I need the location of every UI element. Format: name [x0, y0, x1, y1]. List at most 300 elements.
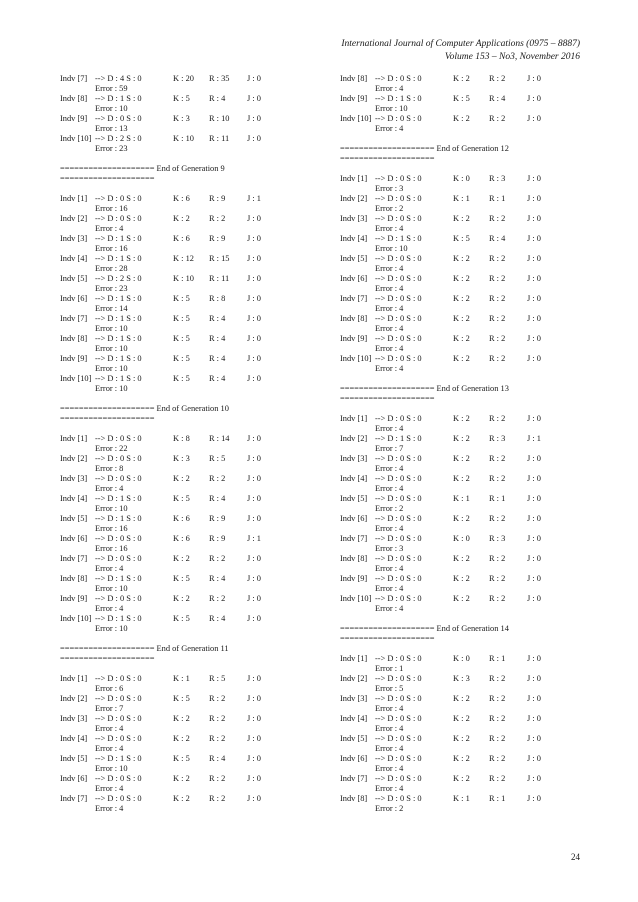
individual-entry: [60, 494, 320, 514]
r-value: R : 2: [489, 454, 506, 463]
k-value: K : 3: [453, 674, 470, 683]
k-value: K : 5: [173, 494, 190, 503]
ds-values: --> D : 0 S : 0: [375, 554, 422, 563]
ds-values: --> D : 1 S : 0: [95, 494, 142, 503]
k-value: K : 2: [453, 294, 470, 303]
individual-label: Indv [4]: [60, 494, 88, 503]
k-value: K : 6: [173, 514, 190, 523]
j-value: J : 0: [247, 374, 261, 383]
r-value: R : 4: [209, 314, 226, 323]
k-value: K : 6: [173, 194, 190, 203]
generation-label: ==================== End of Generation 11: [60, 644, 229, 653]
r-value: R : 2: [489, 594, 506, 603]
r-value: R : 2: [489, 714, 506, 723]
individual-entry: [340, 314, 600, 334]
ds-values: --> D : 0 S : 0: [375, 174, 422, 183]
ds-values: --> D : 0 S : 0: [95, 674, 142, 683]
error-value: Error : 28: [95, 264, 128, 273]
ds-values: --> D : 0 S : 0: [375, 314, 422, 323]
k-value: K : 2: [453, 714, 470, 723]
r-value: R : 5: [209, 454, 226, 463]
ds-values: --> D : 0 S : 0: [375, 494, 422, 503]
r-value: R : 5: [209, 674, 226, 683]
individual-entry: [60, 554, 320, 574]
ds-values: --> D : 1 S : 0: [375, 234, 422, 243]
individual-entry: [340, 414, 600, 434]
individual-label: Indv [8]: [60, 94, 88, 103]
ds-values: --> D : 0 S : 0: [375, 694, 422, 703]
j-value: J : 0: [527, 354, 541, 363]
ds-values: --> D : 0 S : 0: [375, 594, 422, 603]
ds-values: --> D : 0 S : 0: [95, 714, 142, 723]
r-value: R : 2: [489, 414, 506, 423]
r-value: R : 2: [489, 274, 506, 283]
error-value: Error : 4: [95, 804, 124, 813]
individual-entry: [340, 694, 600, 714]
r-value: R : 2: [489, 354, 506, 363]
individual-entry: [60, 354, 320, 374]
j-value: J : 0: [247, 694, 261, 703]
k-value: K : 10: [173, 274, 194, 283]
k-value: K : 5: [173, 694, 190, 703]
r-value: R : 2: [489, 754, 506, 763]
r-value: R : 2: [209, 594, 226, 603]
error-value: Error : 2: [375, 504, 404, 513]
individual-label: Indv [8]: [340, 314, 368, 323]
individual-label: Indv [4]: [340, 714, 368, 723]
generation-separator: [340, 384, 600, 404]
k-value: K : 2: [453, 414, 470, 423]
individual-entry: [340, 214, 600, 234]
error-value: Error : 4: [375, 264, 404, 273]
k-value: K : 5: [173, 314, 190, 323]
separator-rule: ====================: [60, 414, 155, 423]
ds-values: --> D : 0 S : 0: [95, 734, 142, 743]
error-value: Error : 4: [95, 224, 124, 233]
individual-label: Indv [6]: [60, 774, 88, 783]
error-value: Error : 1: [375, 664, 404, 673]
individual-entry: [60, 294, 320, 314]
r-value: R : 4: [209, 94, 226, 103]
j-value: J : 0: [247, 794, 261, 803]
r-value: R : 4: [209, 354, 226, 363]
individual-entry: [340, 474, 600, 494]
individual-label: Indv [3]: [60, 474, 88, 483]
error-value: Error : 4: [375, 484, 404, 493]
individual-label: Indv [2]: [60, 694, 88, 703]
individual-label: Indv [8]: [340, 74, 368, 83]
j-value: J : 0: [527, 74, 541, 83]
j-value: J : 0: [527, 794, 541, 803]
separator-rule: ====================: [340, 154, 435, 163]
individual-label: Indv [5]: [60, 754, 88, 763]
individual-entry: [340, 234, 600, 254]
r-value: R : 3: [489, 174, 506, 183]
j-value: J : 0: [527, 734, 541, 743]
ds-values: --> D : 0 S : 0: [95, 474, 142, 483]
k-value: K : 2: [173, 794, 190, 803]
individual-entry: [340, 454, 600, 474]
individual-label: Indv [6]: [60, 294, 88, 303]
j-value: J : 0: [247, 234, 261, 243]
j-value: J : 0: [247, 314, 261, 323]
k-value: K : 2: [453, 694, 470, 703]
k-value: K : 2: [453, 474, 470, 483]
generation-label: ==================== End of Generation 13: [340, 384, 509, 393]
individual-entry: [60, 534, 320, 554]
k-value: K : 5: [173, 374, 190, 383]
individual-label: Indv [10]: [340, 354, 372, 363]
k-value: K : 5: [173, 574, 190, 583]
individual-entry: [60, 774, 320, 794]
error-value: Error : 10: [95, 624, 128, 633]
individual-entry: [340, 334, 600, 354]
ds-values: --> D : 0 S : 0: [375, 714, 422, 723]
individual-label: Indv [9]: [60, 594, 88, 603]
individual-entry: [60, 314, 320, 334]
r-value: R : 1: [489, 194, 506, 203]
ds-values: --> D : 0 S : 0: [95, 454, 142, 463]
ds-values: --> D : 0 S : 0: [95, 594, 142, 603]
generation-label: ==================== End of Generation 12: [340, 144, 509, 153]
r-value: R : 2: [489, 774, 506, 783]
j-value: J : 0: [247, 494, 261, 503]
spacer: [60, 634, 320, 644]
k-value: K : 2: [453, 434, 470, 443]
k-value: K : 5: [173, 354, 190, 363]
k-value: K : 2: [453, 574, 470, 583]
individual-entry: [60, 454, 320, 474]
individual-entry: [340, 174, 600, 194]
individual-entry: [60, 614, 320, 634]
generation-separator: [60, 404, 320, 424]
r-value: R : 2: [209, 694, 226, 703]
individual-label: Indv [7]: [60, 314, 88, 323]
error-value: Error : 4: [95, 564, 124, 573]
ds-values: --> D : 0 S : 0: [375, 734, 422, 743]
individual-label: Indv [8]: [340, 794, 368, 803]
separator-rule: ====================: [340, 634, 435, 643]
individual-label: Indv [7]: [340, 774, 368, 783]
j-value: J : 0: [527, 514, 541, 523]
k-value: K : 1: [453, 194, 470, 203]
k-value: K : 5: [173, 94, 190, 103]
j-value: J : 0: [527, 214, 541, 223]
k-value: K : 2: [453, 554, 470, 563]
ds-values: --> D : 0 S : 0: [375, 534, 422, 543]
k-value: K : 2: [453, 114, 470, 123]
ds-values: --> D : 0 S : 0: [95, 534, 142, 543]
ds-values: --> D : 1 S : 0: [95, 354, 142, 363]
j-value: J : 0: [527, 254, 541, 263]
individual-entry: [340, 494, 600, 514]
error-value: Error : 10: [95, 584, 128, 593]
individual-label: Indv [4]: [340, 474, 368, 483]
individual-label: Indv [7]: [60, 794, 88, 803]
generation-label: ==================== End of Generation 10: [60, 404, 229, 413]
individual-label: Indv [3]: [340, 454, 368, 463]
ds-values: --> D : 1 S : 0: [95, 374, 142, 383]
ds-values: --> D : 1 S : 0: [95, 254, 142, 263]
error-value: Error : 4: [375, 784, 404, 793]
error-value: Error : 4: [375, 304, 404, 313]
spacer: [60, 184, 320, 194]
individual-entry: [60, 754, 320, 774]
j-value: J : 0: [247, 674, 261, 683]
individual-entry: [60, 474, 320, 494]
error-value: Error : 10: [95, 384, 128, 393]
individual-entry: [340, 674, 600, 694]
individual-label: Indv [4]: [60, 734, 88, 743]
r-value: R : 9: [209, 194, 226, 203]
individual-entry: [340, 794, 600, 814]
individual-entry: [60, 694, 320, 714]
error-value: Error : 3: [375, 544, 404, 553]
k-value: K : 5: [173, 294, 190, 303]
ds-values: --> D : 0 S : 0: [375, 674, 422, 683]
individual-label: Indv [6]: [340, 514, 368, 523]
k-value: K : 5: [453, 234, 470, 243]
ds-values: --> D : 1 S : 0: [95, 754, 142, 763]
individual-label: Indv [9]: [60, 354, 88, 363]
error-value: Error : 7: [375, 444, 404, 453]
individual-label: Indv [9]: [340, 334, 368, 343]
r-value: R : 3: [489, 434, 506, 443]
ds-values: --> D : 1 S : 0: [95, 234, 142, 243]
individual-label: Indv [7]: [60, 74, 88, 83]
r-value: R : 2: [489, 74, 506, 83]
individual-label: Indv [10]: [340, 114, 372, 123]
j-value: J : 1: [247, 534, 261, 543]
individual-entry: [60, 214, 320, 234]
j-value: J : 0: [247, 594, 261, 603]
r-value: R : 35: [209, 74, 230, 83]
individual-entry: [60, 254, 320, 274]
individual-entry: [60, 74, 320, 94]
individual-label: Indv [9]: [340, 94, 368, 103]
individual-label: Indv [10]: [60, 614, 92, 623]
r-value: R : 2: [209, 734, 226, 743]
ds-values: --> D : 0 S : 0: [95, 434, 142, 443]
error-value: Error : 4: [375, 84, 404, 93]
j-value: J : 0: [527, 474, 541, 483]
j-value: J : 0: [247, 614, 261, 623]
individual-entry: [60, 374, 320, 394]
k-value: K : 6: [173, 234, 190, 243]
individual-label: Indv [5]: [340, 254, 368, 263]
individual-entry: [60, 574, 320, 594]
individual-entry: [340, 354, 600, 374]
r-value: R : 9: [209, 234, 226, 243]
j-value: J : 0: [247, 274, 261, 283]
error-value: Error : 6: [95, 684, 124, 693]
k-value: K : 2: [453, 334, 470, 343]
r-value: R : 2: [209, 214, 226, 223]
k-value: K : 6: [173, 534, 190, 543]
j-value: J : 0: [247, 434, 261, 443]
generation-separator: [60, 164, 320, 184]
error-value: Error : 4: [95, 604, 124, 613]
ds-values: --> D : 0 S : 0: [375, 214, 422, 223]
j-value: J : 0: [247, 354, 261, 363]
error-value: Error : 3: [375, 184, 404, 193]
individual-entry: [340, 554, 600, 574]
error-value: Error : 4: [375, 424, 404, 433]
spacer: [60, 424, 320, 434]
individual-entry: [60, 594, 320, 614]
ds-values: --> D : 0 S : 0: [95, 114, 142, 123]
error-value: Error : 10: [95, 504, 128, 513]
r-value: R : 4: [489, 94, 506, 103]
individual-label: Indv [9]: [340, 574, 368, 583]
individual-entry: [60, 434, 320, 454]
individual-entry: [340, 74, 600, 94]
error-value: Error : 4: [375, 744, 404, 753]
spacer: [340, 164, 600, 174]
j-value: J : 0: [527, 414, 541, 423]
error-value: Error : 4: [375, 224, 404, 233]
generation-separator: [60, 644, 320, 664]
r-value: R : 2: [489, 734, 506, 743]
ds-values: --> D : 1 S : 0: [95, 94, 142, 103]
j-value: J : 0: [527, 174, 541, 183]
r-value: R : 2: [209, 474, 226, 483]
individual-label: Indv [10]: [60, 134, 92, 143]
k-value: K : 1: [453, 794, 470, 803]
individual-label: Indv [7]: [60, 554, 88, 563]
error-value: Error : 10: [375, 244, 408, 253]
k-value: K : 2: [453, 754, 470, 763]
k-value: K : 2: [453, 454, 470, 463]
running-header: [341, 38, 580, 64]
error-value: Error : 59: [95, 84, 128, 93]
k-value: K : 8: [173, 434, 190, 443]
spacer: [340, 644, 600, 654]
j-value: J : 0: [247, 554, 261, 563]
ds-values: --> D : 1 S : 0: [95, 614, 142, 623]
j-value: J : 0: [247, 254, 261, 263]
r-value: R : 3: [489, 534, 506, 543]
error-value: Error : 4: [375, 464, 404, 473]
individual-entry: [340, 114, 600, 134]
individual-label: Indv [3]: [60, 714, 88, 723]
individual-entry: [340, 774, 600, 794]
k-value: K : 1: [453, 494, 470, 503]
error-value: Error : 16: [95, 544, 128, 553]
error-value: Error : 16: [95, 524, 128, 533]
individual-entry: [60, 114, 320, 134]
page-number: 24: [571, 852, 580, 862]
error-value: Error : 13: [95, 124, 128, 133]
individual-entry: [60, 334, 320, 354]
error-value: Error : 5: [375, 684, 404, 693]
ds-values: --> D : 1 S : 0: [95, 314, 142, 323]
generation-separator: [340, 144, 600, 164]
individual-label: Indv [3]: [60, 234, 88, 243]
individual-label: Indv [8]: [60, 574, 88, 583]
individual-label: Indv [2]: [340, 194, 368, 203]
ds-values: --> D : 0 S : 0: [375, 574, 422, 583]
k-value: K : 0: [453, 174, 470, 183]
individual-label: Indv [6]: [340, 274, 368, 283]
left-column: [60, 74, 320, 814]
error-value: Error : 4: [95, 484, 124, 493]
k-value: K : 2: [453, 274, 470, 283]
k-value: K : 2: [173, 474, 190, 483]
r-value: R : 4: [209, 574, 226, 583]
individual-entry: [340, 534, 600, 554]
error-value: Error : 23: [95, 284, 128, 293]
k-value: K : 3: [173, 114, 190, 123]
error-value: Error : 4: [375, 324, 404, 333]
individual-entry: [340, 294, 600, 314]
individual-entry: [340, 654, 600, 674]
k-value: K : 5: [173, 614, 190, 623]
ds-values: --> D : 0 S : 0: [375, 754, 422, 763]
k-value: K : 2: [173, 734, 190, 743]
individual-entry: [60, 794, 320, 814]
individual-entry: [60, 274, 320, 294]
j-value: J : 0: [247, 134, 261, 143]
ds-values: --> D : 0 S : 0: [95, 194, 142, 203]
r-value: R : 9: [209, 534, 226, 543]
r-value: R : 9: [209, 514, 226, 523]
j-value: J : 1: [527, 434, 541, 443]
error-value: Error : 4: [375, 584, 404, 593]
r-value: R : 2: [489, 474, 506, 483]
individual-entry: [340, 194, 600, 214]
individual-entry: [60, 514, 320, 534]
spacer: [60, 154, 320, 164]
ds-values: --> D : 0 S : 0: [95, 794, 142, 803]
error-value: Error : 10: [95, 324, 128, 333]
k-value: K : 2: [453, 594, 470, 603]
r-value: R : 2: [489, 674, 506, 683]
r-value: R : 1: [489, 794, 506, 803]
separator-rule: ====================: [340, 394, 435, 403]
individual-label: Indv [6]: [60, 534, 88, 543]
k-value: K : 1: [173, 674, 190, 683]
j-value: J : 0: [527, 774, 541, 783]
r-value: R : 4: [209, 754, 226, 763]
k-value: K : 2: [453, 74, 470, 83]
ds-values: --> D : 1 S : 0: [375, 434, 422, 443]
k-value: K : 2: [173, 714, 190, 723]
individual-label: Indv [5]: [60, 514, 88, 523]
r-value: R : 2: [489, 334, 506, 343]
ds-values: --> D : 0 S : 0: [375, 294, 422, 303]
individual-entry: [340, 714, 600, 734]
error-value: Error : 2: [375, 204, 404, 213]
ds-values: --> D : 0 S : 0: [375, 774, 422, 783]
individual-label: Indv [3]: [340, 214, 368, 223]
individual-label: Indv [10]: [60, 374, 92, 383]
k-value: K : 2: [453, 214, 470, 223]
r-value: R : 2: [209, 714, 226, 723]
j-value: J : 0: [527, 714, 541, 723]
volume-info: Volume 153 – No3, November 2016: [444, 52, 580, 62]
ds-values: --> D : 0 S : 0: [375, 354, 422, 363]
error-value: Error : 23: [95, 144, 128, 153]
error-value: Error : 4: [375, 524, 404, 533]
ds-values: --> D : 0 S : 0: [95, 774, 142, 783]
individual-label: Indv [6]: [340, 754, 368, 763]
individual-label: Indv [1]: [60, 434, 88, 443]
j-value: J : 0: [247, 474, 261, 483]
individual-label: Indv [1]: [60, 674, 88, 683]
j-value: J : 0: [527, 494, 541, 503]
spacer: [340, 134, 600, 144]
